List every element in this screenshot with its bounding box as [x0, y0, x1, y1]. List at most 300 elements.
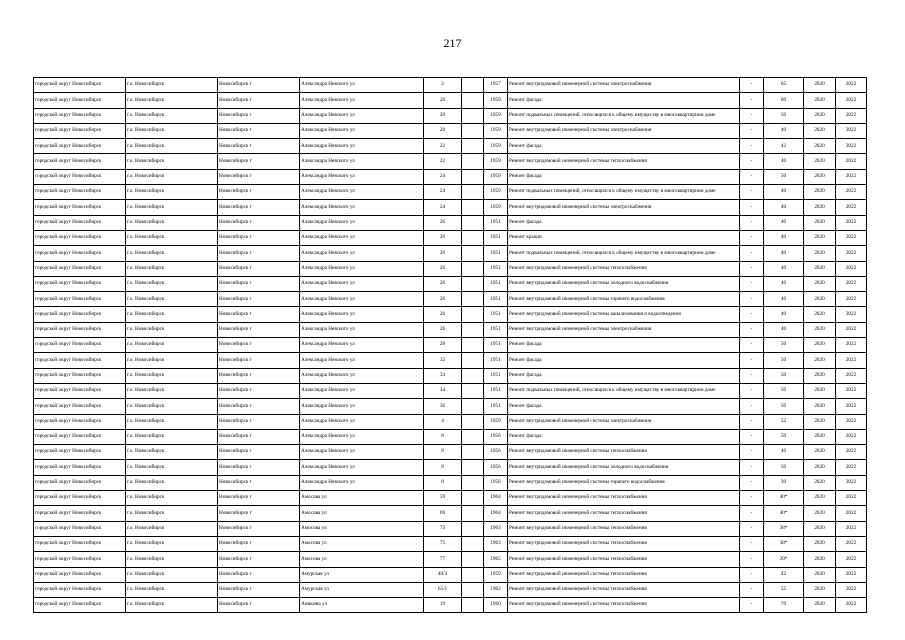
- cell-building: [462, 383, 484, 398]
- cell-extra: -: [740, 383, 764, 398]
- cell-building: [462, 108, 484, 123]
- cell-work-type: Ремонт фасада: [508, 169, 740, 184]
- table-row: [34, 475, 867, 490]
- cell-city: Новосибирск г: [218, 123, 300, 138]
- cell-district: г.о. Новосибирск: [126, 399, 218, 414]
- cell-street: Александра Невского ул: [300, 169, 424, 184]
- cell-value: 38*: [764, 536, 804, 551]
- cell-start-year: 2020: [804, 185, 836, 200]
- cell-house-number: 28: [424, 338, 462, 353]
- cell-house-number: 24: [424, 185, 462, 200]
- cell-street: Александра Невского ул: [300, 154, 424, 169]
- cell-municipality: городской округ Новосибирск: [34, 429, 126, 444]
- cell-work-type: Ремонт фасада: [508, 353, 740, 368]
- table-row: [34, 230, 867, 245]
- cell-extra: -: [740, 169, 764, 184]
- cell-municipality: городской округ Новосибирск: [34, 200, 126, 215]
- cell-year-built: 1959: [484, 169, 508, 184]
- table-row: [34, 368, 867, 383]
- cell-start-year: 2020: [804, 322, 836, 337]
- cell-work-type: Ремонт подвальных помещений, относящихся к общему имуществу в многоквартирном доме: [508, 246, 740, 261]
- cell-year-built: 1963: [484, 536, 508, 551]
- cell-building: [462, 506, 484, 521]
- cell-work-type: Ремонт внутридомовой инженерной системы теплоснабжения: [508, 552, 740, 567]
- cell-building: [462, 78, 484, 93]
- cell-municipality: городской округ Новосибирск: [34, 154, 126, 169]
- cell-municipality: городской округ Новосибирск: [34, 185, 126, 200]
- cell-work-type: Ремонт внутридомовой инженерной системы теплоснабжения: [508, 567, 740, 582]
- cell-end-year: 2022: [836, 307, 867, 322]
- table-row: [34, 445, 867, 460]
- cell-year-built: 1951: [484, 322, 508, 337]
- table-row: [34, 429, 867, 444]
- cell-street: Александра Невского ул: [300, 445, 424, 460]
- cell-extra: -: [740, 307, 764, 322]
- cell-street: Александра Невского ул: [300, 261, 424, 276]
- cell-municipality: городской округ Новосибирск: [34, 93, 126, 108]
- cell-end-year: 2022: [836, 123, 867, 138]
- cell-start-year: 2020: [804, 93, 836, 108]
- cell-city: Новосибирск г: [218, 78, 300, 93]
- cell-value: 40: [764, 154, 804, 169]
- cell-value: 40*: [764, 506, 804, 521]
- cell-value: 50: [764, 383, 804, 398]
- cell-start-year: 2020: [804, 521, 836, 536]
- cell-building: [462, 399, 484, 414]
- cell-house-number: 59: [424, 491, 462, 506]
- cell-start-year: 2020: [804, 353, 836, 368]
- cell-year-built: 1963: [484, 521, 508, 536]
- cell-municipality: городской округ Новосибирск: [34, 414, 126, 429]
- cell-end-year: 2022: [836, 322, 867, 337]
- cell-district: г.о. Новосибирск: [126, 292, 218, 307]
- cell-city: Новосибирск г: [218, 429, 300, 444]
- cell-district: г.о. Новосибирск: [126, 261, 218, 276]
- cell-street: Александра Невского ул: [300, 368, 424, 383]
- cell-value: 40: [764, 276, 804, 291]
- cell-end-year: 2022: [836, 276, 867, 291]
- cell-year-built: 1959: [484, 93, 508, 108]
- cell-work-type: Ремонт внутридомовой инженерной системы электроснабжения: [508, 414, 740, 429]
- cell-municipality: городской округ Новосибирск: [34, 506, 126, 521]
- cell-start-year: 2020: [804, 200, 836, 215]
- cell-end-year: 2022: [836, 414, 867, 429]
- cell-value: 40: [764, 200, 804, 215]
- cell-value: 42: [764, 567, 804, 582]
- cell-house-number: 24: [424, 169, 462, 184]
- cell-building: [462, 598, 484, 613]
- cell-house-number: 34: [424, 383, 462, 398]
- cell-district: г.о. Новосибирск: [126, 582, 218, 597]
- cell-work-type: Ремонт внутридомовой инженерной системы теплоснабжения: [508, 598, 740, 613]
- cell-value: 40: [764, 322, 804, 337]
- cell-municipality: городской округ Новосибирск: [34, 276, 126, 291]
- cell-value: 40: [764, 246, 804, 261]
- cell-city: Новосибирск г: [218, 552, 300, 567]
- cell-start-year: 2020: [804, 139, 836, 154]
- cell-year-built: 1951: [484, 230, 508, 245]
- cell-year-built: 1957: [484, 78, 508, 93]
- table-row: [34, 307, 867, 322]
- cell-municipality: городской округ Новосибирск: [34, 108, 126, 123]
- cell-start-year: 2020: [804, 383, 836, 398]
- cell-start-year: 2020: [804, 429, 836, 444]
- cell-value: 50: [764, 399, 804, 414]
- cell-district: г.о. Новосибирск: [126, 108, 218, 123]
- cell-building: [462, 353, 484, 368]
- cell-work-type: Ремонт внутридомовой инженерной системы электроснабжения: [508, 322, 740, 337]
- cell-extra: -: [740, 154, 764, 169]
- table-row: [34, 598, 867, 613]
- cell-extra: -: [740, 108, 764, 123]
- cell-end-year: 2022: [836, 353, 867, 368]
- cell-value: 52: [764, 414, 804, 429]
- cell-year-built: 1956: [484, 445, 508, 460]
- cell-building: [462, 200, 484, 215]
- cell-street: Александра Невского ул: [300, 185, 424, 200]
- cell-district: г.о. Новосибирск: [126, 338, 218, 353]
- cell-house-number: 2: [424, 78, 462, 93]
- cell-street: Амосова ул: [300, 536, 424, 551]
- cell-work-type: Ремонт внутридомовой инженерной системы теплоснабжения: [508, 154, 740, 169]
- cell-house-number: 73: [424, 521, 462, 536]
- cell-year-built: 1960: [484, 598, 508, 613]
- cell-district: г.о. Новосибирск: [126, 139, 218, 154]
- cell-start-year: 2020: [804, 108, 836, 123]
- cell-street: Александра Невского ул: [300, 307, 424, 322]
- cell-city: Новосибирск г: [218, 567, 300, 582]
- cell-value: 40: [764, 185, 804, 200]
- table-row: [34, 322, 867, 337]
- cell-extra: -: [740, 445, 764, 460]
- cell-city: Новосибирск г: [218, 139, 300, 154]
- cell-end-year: 2022: [836, 139, 867, 154]
- cell-municipality: городской округ Новосибирск: [34, 383, 126, 398]
- cell-value: 60: [764, 93, 804, 108]
- cell-value: 50: [764, 368, 804, 383]
- cell-end-year: 2022: [836, 552, 867, 567]
- cell-start-year: 2020: [804, 78, 836, 93]
- table-row: [34, 353, 867, 368]
- cell-house-number: 20: [424, 108, 462, 123]
- cell-end-year: 2022: [836, 261, 867, 276]
- cell-extra: -: [740, 399, 764, 414]
- cell-extra: -: [740, 552, 764, 567]
- cell-end-year: 2022: [836, 78, 867, 93]
- cell-building: [462, 307, 484, 322]
- cell-city: Новосибирск г: [218, 261, 300, 276]
- cell-building: [462, 414, 484, 429]
- cell-house-number: 34: [424, 368, 462, 383]
- cell-street: Александра Невского ул: [300, 429, 424, 444]
- cell-year-built: 1959: [484, 108, 508, 123]
- table-row: [34, 582, 867, 597]
- cell-building: [462, 567, 484, 582]
- cell-start-year: 2020: [804, 230, 836, 245]
- cell-work-type: Ремонт внутридомовой инженерной системы горячего водоснабжения: [508, 475, 740, 490]
- cell-building: [462, 521, 484, 536]
- cell-street: Александра Невского ул: [300, 276, 424, 291]
- table-row: [34, 383, 867, 398]
- cell-street: Александра Невского ул: [300, 123, 424, 138]
- cell-work-type: Ремонт подвальных помещений, относящихся к общему имуществу в многоквартирном доме: [508, 185, 740, 200]
- cell-work-type: Ремонт внутридомовой инженерной системы электроснабжения: [508, 123, 740, 138]
- cell-house-number: 24: [424, 200, 462, 215]
- cell-extra: -: [740, 139, 764, 154]
- table-row: [34, 261, 867, 276]
- cell-house-number: 8: [424, 445, 462, 460]
- cell-district: г.о. Новосибирск: [126, 154, 218, 169]
- cell-start-year: 2020: [804, 582, 836, 597]
- cell-work-type: Ремонт внутридомовой инженерной системы теплоснабжения: [508, 536, 740, 551]
- cell-work-type: Ремонт внутридомовой инженерной системы канализования и водоотведения: [508, 307, 740, 322]
- cell-street: Александра Невского ул: [300, 93, 424, 108]
- cell-year-built: 1951: [484, 276, 508, 291]
- cell-start-year: 2020: [804, 536, 836, 551]
- table-row: [34, 108, 867, 123]
- cell-district: г.о. Новосибирск: [126, 353, 218, 368]
- cell-district: г.о. Новосибирск: [126, 215, 218, 230]
- cell-year-built: 1959: [484, 200, 508, 215]
- cell-value: 40: [764, 261, 804, 276]
- table-row: [34, 506, 867, 521]
- cell-value: 40*: [764, 491, 804, 506]
- cell-year-built: 1951: [484, 292, 508, 307]
- cell-street: Александра Невского ул: [300, 399, 424, 414]
- cell-city: Новосибирск г: [218, 414, 300, 429]
- cell-city: Новосибирск г: [218, 246, 300, 261]
- cell-city: Новосибирск г: [218, 322, 300, 337]
- cell-city: Новосибирск г: [218, 215, 300, 230]
- cell-house-number: 26: [424, 261, 462, 276]
- cell-end-year: 2022: [836, 383, 867, 398]
- cell-street: Аникина ул: [300, 598, 424, 613]
- cell-municipality: городской округ Новосибирск: [34, 491, 126, 506]
- cell-city: Новосибирск г: [218, 445, 300, 460]
- cell-start-year: 2020: [804, 552, 836, 567]
- cell-building: [462, 491, 484, 506]
- cell-municipality: городской округ Новосибирск: [34, 322, 126, 337]
- cell-end-year: 2022: [836, 445, 867, 460]
- cell-house-number: 77: [424, 552, 462, 567]
- cell-extra: -: [740, 598, 764, 613]
- cell-value: 50: [764, 169, 804, 184]
- cell-work-type: Ремонт внутридомовой инженерной системы теплоснабжения: [508, 261, 740, 276]
- cell-district: г.о. Новосибирск: [126, 123, 218, 138]
- cell-district: г.о. Новосибирск: [126, 506, 218, 521]
- cell-end-year: 2022: [836, 491, 867, 506]
- cell-city: Новосибирск г: [218, 108, 300, 123]
- table-row: [34, 93, 867, 108]
- cell-building: [462, 123, 484, 138]
- cell-start-year: 2020: [804, 460, 836, 475]
- cell-street: Александра Невского ул: [300, 200, 424, 215]
- cell-district: г.о. Новосибирск: [126, 567, 218, 582]
- cell-work-type: Ремонт внутридомовой инженерной системы теплоснабжения: [508, 445, 740, 460]
- cell-house-number: 26: [424, 292, 462, 307]
- cell-building: [462, 139, 484, 154]
- cell-end-year: 2022: [836, 246, 867, 261]
- cell-district: г.о. Новосибирск: [126, 368, 218, 383]
- cell-house-number: 26: [424, 322, 462, 337]
- cell-house-number: 20: [424, 93, 462, 108]
- cell-extra: -: [740, 429, 764, 444]
- cell-end-year: 2022: [836, 567, 867, 582]
- cell-extra: -: [740, 536, 764, 551]
- cell-value: 40: [764, 230, 804, 245]
- cell-end-year: 2022: [836, 536, 867, 551]
- cell-municipality: городской округ Новосибирск: [34, 460, 126, 475]
- cell-street: Амосова ул: [300, 491, 424, 506]
- cell-building: [462, 185, 484, 200]
- table-body: [34, 78, 867, 613]
- repair-registry-table: [33, 77, 867, 613]
- cell-street: Амосова ул: [300, 521, 424, 536]
- cell-extra: -: [740, 475, 764, 490]
- table-row: [34, 200, 867, 215]
- cell-value: 40: [764, 445, 804, 460]
- cell-municipality: городской округ Новосибирск: [34, 353, 126, 368]
- cell-street: Александра Невского ул: [300, 246, 424, 261]
- cell-start-year: 2020: [804, 215, 836, 230]
- cell-house-number: 65/1: [424, 582, 462, 597]
- table-row: [34, 276, 867, 291]
- cell-municipality: городской округ Новосибирск: [34, 307, 126, 322]
- cell-street: Александра Невского ул: [300, 322, 424, 337]
- cell-district: г.о. Новосибирск: [126, 475, 218, 490]
- cell-work-type: Ремонт фасада: [508, 399, 740, 414]
- cell-start-year: 2020: [804, 154, 836, 169]
- cell-street: Александра Невского ул: [300, 292, 424, 307]
- cell-end-year: 2022: [836, 200, 867, 215]
- cell-street: Амосова ул: [300, 506, 424, 521]
- cell-year-built: 1964: [484, 491, 508, 506]
- cell-end-year: 2022: [836, 399, 867, 414]
- cell-city: Новосибирск г: [218, 353, 300, 368]
- cell-value: 40: [764, 307, 804, 322]
- cell-street: Александра Невского ул: [300, 215, 424, 230]
- cell-year-built: 1959: [484, 139, 508, 154]
- cell-building: [462, 93, 484, 108]
- cell-value: 50: [764, 338, 804, 353]
- cell-building: [462, 230, 484, 245]
- cell-house-number: 36: [424, 399, 462, 414]
- cell-extra: -: [740, 414, 764, 429]
- cell-municipality: городской округ Новосибирск: [34, 78, 126, 93]
- cell-house-number: 32: [424, 353, 462, 368]
- cell-house-number: 8: [424, 429, 462, 444]
- cell-work-type: Ремонт внутридомовой инженерной системы электроснабжения: [508, 200, 740, 215]
- cell-work-type: Ремонт внутридомовой инженерной системы электроснабжения: [508, 78, 740, 93]
- cell-municipality: городской округ Новосибирск: [34, 567, 126, 582]
- cell-year-built: 1951: [484, 338, 508, 353]
- cell-street: Александра Невского ул: [300, 230, 424, 245]
- table-row: [34, 491, 867, 506]
- cell-municipality: городской округ Новосибирск: [34, 445, 126, 460]
- cell-extra: -: [740, 93, 764, 108]
- cell-extra: -: [740, 123, 764, 138]
- cell-city: Новосибирск г: [218, 169, 300, 184]
- cell-building: [462, 536, 484, 551]
- cell-house-number: 22: [424, 154, 462, 169]
- cell-municipality: городской округ Новосибирск: [34, 368, 126, 383]
- cell-house-number: 4: [424, 414, 462, 429]
- cell-district: г.о. Новосибирск: [126, 536, 218, 551]
- cell-year-built: 1965: [484, 552, 508, 567]
- cell-house-number: 26: [424, 246, 462, 261]
- cell-year-built: 1951: [484, 246, 508, 261]
- cell-extra: -: [740, 338, 764, 353]
- cell-house-number: 19: [424, 598, 462, 613]
- page-number: 217: [443, 36, 462, 50]
- cell-city: Новосибирск г: [218, 399, 300, 414]
- cell-year-built: 1956: [484, 475, 508, 490]
- cell-start-year: 2020: [804, 261, 836, 276]
- cell-street: Александра Невского ул: [300, 108, 424, 123]
- cell-end-year: 2022: [836, 368, 867, 383]
- cell-city: Новосибирск г: [218, 536, 300, 551]
- cell-work-type: Ремонт фасада: [508, 429, 740, 444]
- cell-year-built: 1959: [484, 414, 508, 429]
- cell-district: г.о. Новосибирск: [126, 200, 218, 215]
- cell-value: 50: [764, 429, 804, 444]
- table-row: [34, 399, 867, 414]
- cell-street: Амосова ул: [300, 552, 424, 567]
- cell-value: 40: [764, 292, 804, 307]
- cell-street: Амурская ул: [300, 582, 424, 597]
- cell-building: [462, 322, 484, 337]
- cell-building: [462, 169, 484, 184]
- cell-district: г.о. Новосибирск: [126, 491, 218, 506]
- cell-extra: -: [740, 200, 764, 215]
- cell-building: [462, 292, 484, 307]
- cell-city: Новосибирск г: [218, 460, 300, 475]
- cell-street: Амурская ул: [300, 567, 424, 582]
- cell-value: 50: [764, 353, 804, 368]
- cell-street: Александра Невского ул: [300, 353, 424, 368]
- cell-building: [462, 429, 484, 444]
- cell-municipality: городской округ Новосибирск: [34, 292, 126, 307]
- cell-end-year: 2022: [836, 93, 867, 108]
- cell-end-year: 2022: [836, 521, 867, 536]
- cell-city: Новосибирск г: [218, 292, 300, 307]
- cell-end-year: 2022: [836, 582, 867, 597]
- cell-end-year: 2022: [836, 108, 867, 123]
- cell-district: г.о. Новосибирск: [126, 521, 218, 536]
- table-row: [34, 246, 867, 261]
- cell-start-year: 2020: [804, 491, 836, 506]
- cell-city: Новосибирск г: [218, 307, 300, 322]
- table-row: [34, 414, 867, 429]
- cell-end-year: 2022: [836, 460, 867, 475]
- cell-start-year: 2020: [804, 506, 836, 521]
- cell-building: [462, 261, 484, 276]
- cell-work-type: Ремонт внутридомовой инженерной системы холодного водоснабжения: [508, 460, 740, 475]
- cell-district: г.о. Новосибирск: [126, 322, 218, 337]
- cell-city: Новосибирск г: [218, 93, 300, 108]
- cell-district: г.о. Новосибирск: [126, 460, 218, 475]
- cell-year-built: 1962: [484, 582, 508, 597]
- cell-house-number: 40/3: [424, 567, 462, 582]
- cell-work-type: Ремонт фасада: [508, 93, 740, 108]
- cell-value: 39*: [764, 552, 804, 567]
- cell-municipality: городской округ Новосибирск: [34, 338, 126, 353]
- cell-value: 55: [764, 582, 804, 597]
- cell-building: [462, 246, 484, 261]
- cell-work-type: Ремонт внутридомовой инженерной системы теплоснабжения: [508, 521, 740, 536]
- cell-building: [462, 215, 484, 230]
- cell-value: 50: [764, 108, 804, 123]
